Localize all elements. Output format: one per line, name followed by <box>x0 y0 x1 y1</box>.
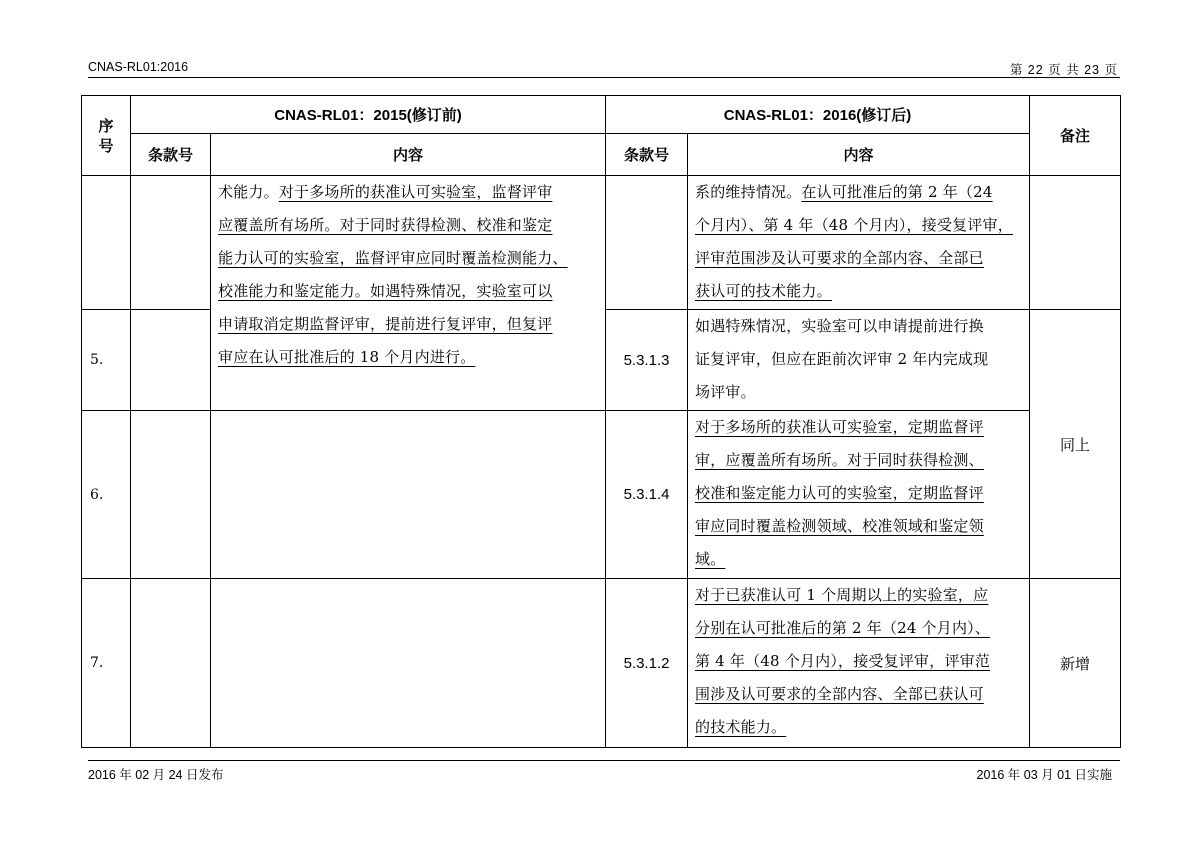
after-content-lines <box>688 176 1029 308</box>
content-line <box>218 176 599 209</box>
after-content-lines <box>688 579 1029 744</box>
after-content-lines <box>688 310 1029 409</box>
content-line <box>218 242 599 275</box>
content-line <box>695 209 1023 242</box>
content-line-underlined: 第 4 年（48 个月内），接受复评审，评审范 <box>695 652 991 671</box>
doc-code: CNAS-RL01:2016 <box>88 60 189 74</box>
row-remark <box>1030 176 1121 310</box>
row-content-before <box>211 579 606 748</box>
content-line <box>695 242 1023 275</box>
row-clause-before <box>131 579 211 748</box>
remark-new: 新增 <box>1030 579 1121 748</box>
row-seq <box>82 176 131 310</box>
content-line <box>695 543 1023 576</box>
column-remark-header: 备注 <box>1030 96 1121 176</box>
content-line <box>695 477 1023 510</box>
content-line <box>695 444 1023 477</box>
content-line-underlined: 对于已获准认可 1 个周期以上的实验室，应 <box>695 586 989 605</box>
revision-comparison-table <box>81 95 1121 748</box>
table-row <box>82 579 1121 748</box>
page-info: 第 22 页 共 23 页 <box>1009 63 1118 77</box>
content-line <box>695 275 1023 308</box>
content-line-underlined: 校准和鉴定能力认可的实验室，定期监督评 <box>695 484 984 503</box>
content-line <box>695 579 1023 612</box>
after-content-lines <box>688 411 1029 576</box>
content-line <box>218 308 599 341</box>
row-clause-before <box>131 309 211 410</box>
content-line <box>695 376 1023 409</box>
content-line-underlined: 审应同时覆盖检测领域、校准领域和鉴定领 <box>695 517 984 536</box>
content-line-underlined: 应覆盖所有场所。对于同时获得检测、校准和鉴定 <box>218 216 553 235</box>
content-line <box>218 341 599 374</box>
content-line-underlined: 个月内）、第 4 年（48 个月内），接受复评审， <box>695 216 1013 235</box>
row-seq: 5. <box>82 309 131 410</box>
content-line-plain: 术能力。 <box>218 183 279 202</box>
content-line-underlined: 审，应覆盖所有场所。对于同时获得检测、 <box>695 451 984 470</box>
content-line-underlined: 评审范围涉及认可要求的全部内容、全部已 <box>695 249 984 268</box>
remark-same: 同上 <box>1030 309 1121 578</box>
content-line <box>695 310 1023 343</box>
seq-header-char-1: 序 <box>98 116 114 135</box>
content-line-underlined: 审应在认可批准后的 18 个月内进行。 <box>218 348 476 367</box>
content-line-underlined: 围涉及认可要求的全部内容、全部已获认可 <box>695 685 984 704</box>
row-seq: 7. <box>82 579 131 748</box>
after-content-cell <box>688 309 1030 410</box>
content-line-underlined: 分别在认可批准后的第 2 年（24 个月内）、 <box>695 619 991 638</box>
content-line <box>218 209 599 242</box>
content-line <box>695 645 1023 678</box>
row-seq: 6. <box>82 411 131 579</box>
row-clause-after: 5.3.1.2 <box>606 579 688 748</box>
row-clause-after <box>606 176 688 310</box>
content-line <box>695 411 1023 444</box>
row-content-before <box>211 411 606 579</box>
row-clause-before <box>131 176 211 310</box>
table-row <box>82 411 1121 579</box>
row-clause-after: 5.3.1.3 <box>606 309 688 410</box>
content-line <box>218 275 599 308</box>
after-content-cell <box>688 411 1030 579</box>
content-line-underlined: 获认可的技术能力。 <box>695 282 832 301</box>
row-clause-before <box>131 411 211 579</box>
content-line <box>695 678 1023 711</box>
content-line-plain: 系的维持情况。 <box>695 183 802 202</box>
table-row <box>82 176 1121 310</box>
content-line-underlined: 对于多场所的获准认可实验室，定期监督评 <box>695 418 984 437</box>
publish-date: 2016 年 02 月 24 日发布 <box>88 768 224 782</box>
content-line-underlined: 能力认可的实验室，监督评审应同时覆盖检测能力、 <box>218 249 568 268</box>
content-line-underlined: 对于多场所的获准认可实验室，监督评审 <box>278 183 553 202</box>
group-header-after: CNAS-RL01：2016(修订后) <box>606 96 1030 134</box>
content-line-underlined: 校准能力和鉴定能力。如遇特殊情况，实验室可以 <box>218 282 553 301</box>
content-line-underlined: 的技术能力。 <box>695 718 787 737</box>
content-line-plain: 场评审。 <box>695 382 756 401</box>
column-seq-header <box>82 96 131 176</box>
column-content-after: 内容 <box>688 134 1030 176</box>
after-content-cell <box>688 176 1030 310</box>
content-line <box>695 343 1023 376</box>
content-line <box>695 612 1023 645</box>
content-line-plain: 证复评审，但应在距前次评审 2 年内完成现 <box>695 349 989 368</box>
content-line-underlined: 域。 <box>695 550 726 569</box>
content-line-underlined: 在认可批准后的第 2 年（24 <box>801 183 993 202</box>
content-line-underlined: 申请取消定期监督评审，提前进行复评审，但复评 <box>218 315 553 334</box>
column-clause-after: 条款号 <box>606 134 688 176</box>
after-content-cell <box>688 579 1030 748</box>
before-content-cell <box>211 176 606 411</box>
column-clause-before: 条款号 <box>131 134 211 176</box>
footer-rule <box>88 760 1120 761</box>
group-header-before: CNAS-RL01：2015(修订前) <box>131 96 606 134</box>
content-line <box>695 510 1023 543</box>
column-content-before: 内容 <box>211 134 606 176</box>
implement-date: 2016 年 03 月 01 日实施 <box>976 768 1112 782</box>
content-line <box>695 711 1023 744</box>
seq-header-char-2: 号 <box>98 136 114 155</box>
row-clause-after: 5.3.1.4 <box>606 411 688 579</box>
content-line-plain: 如遇特殊情况，实验室可以申请提前进行换 <box>695 316 984 335</box>
header-rule <box>88 77 1120 78</box>
content-line <box>695 176 1023 209</box>
before-content-lines <box>211 176 605 374</box>
